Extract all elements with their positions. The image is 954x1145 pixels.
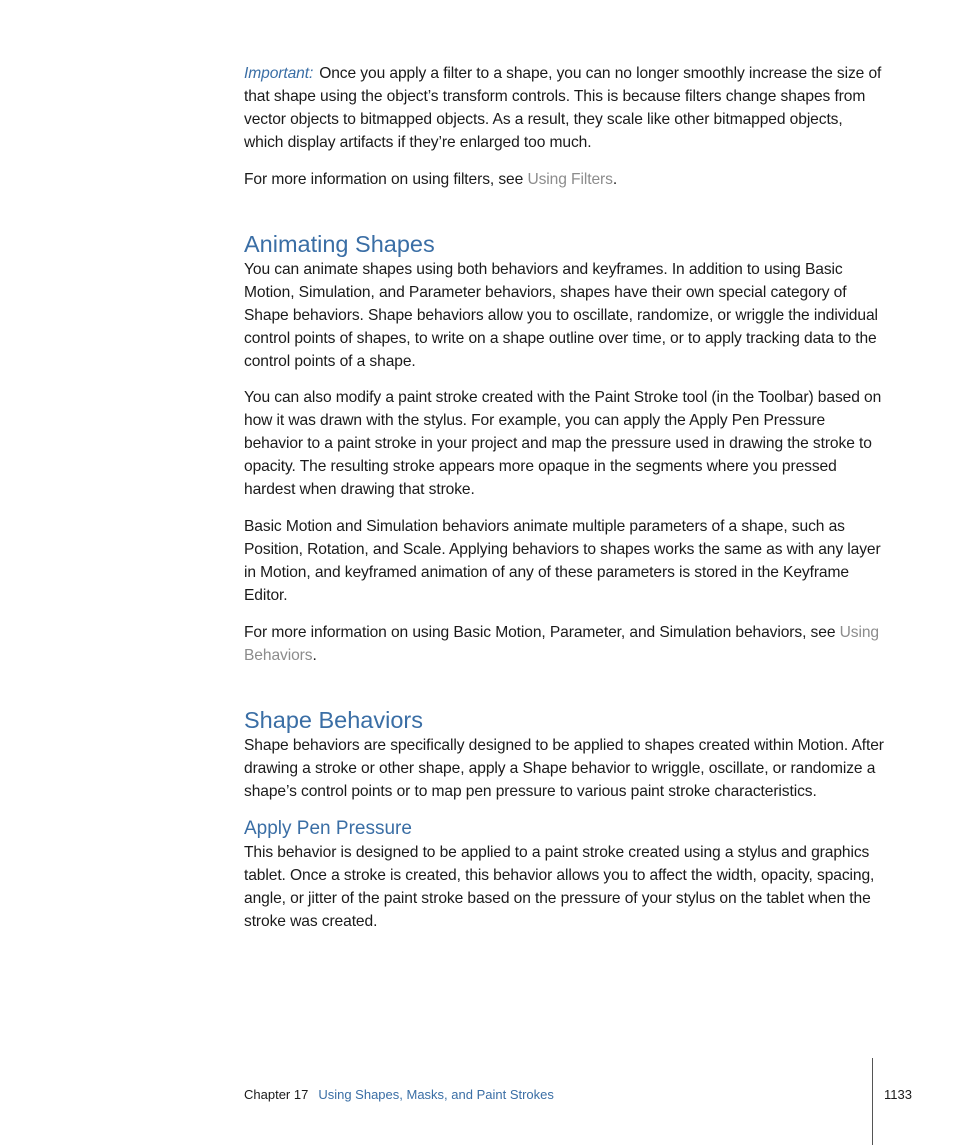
animating-shapes-heading: Animating Shapes	[244, 231, 435, 257]
shape-behaviors-heading: Shape Behaviors	[244, 707, 423, 733]
apply-pen-pressure-heading: Apply Pen Pressure	[244, 818, 412, 839]
behaviors-reference	[244, 621, 884, 667]
apply-pen-pressure-para-1: This behavior is designed to be applied to a paint stroke created using a stylus and graphics tablet. Once a stroke is created, this behavior allows you to affect the width, opacity, spacing, angle, or jitter of the paint stroke based on the pressure of your stylus on the tablet when the stroke was created.	[244, 844, 875, 930]
filters-ref-suffix: .	[612, 171, 618, 188]
important-label: Important:	[244, 65, 314, 82]
footer-divider	[872, 1058, 873, 1145]
behaviors-ref-suffix: .	[312, 647, 317, 664]
animating-shapes-para-1: You can animate shapes using both behaviors and keyframes. In addition to using Basic Motion, Simulation, and Parameter behaviors, shapes have their own special category of Shape behaviors. Shape behaviors allow you to oscillate, randomize, or wriggle the individual control points of shapes, to write on a shape outline over time, or to apply tracking data to the control points of a shape.	[244, 261, 878, 370]
animating-shapes-para-2: You can also modify a paint stroke created with the Paint Stroke tool (in the Toolbar) based on how it was drawn with the stylus. For example, you can apply the Apply Pen Pressure behavior to a paint stroke in your project and map the pressure used in drawing the stroke to opacity. The resulting stroke appears more opaque in the segments where you pressed hardest when drawing that stroke.	[244, 389, 882, 498]
filters-reference	[244, 168, 884, 191]
important-note	[244, 62, 884, 154]
filters-ref-prefix: For more information on using filters, see	[244, 171, 528, 188]
footer-chapter: Chapter 17	[244, 1087, 309, 1102]
page-footer	[244, 1086, 554, 1104]
behaviors-ref-prefix: For more information on using Basic Motion, Parameter, and Simulation behaviors, see	[244, 624, 840, 641]
page-number: 1133	[884, 1087, 912, 1102]
important-text: Once you apply a filter to a shape, you can no longer smoothly increase the size of that shape using the object’s transform controls. This is because filters change shapes from vector objects to bitmapped objects. As a result, they scale like other bitmapped objects, which display artifacts if they’re enlarged too much.	[244, 65, 882, 151]
page-content	[244, 62, 884, 933]
animating-shapes-para-3: Basic Motion and Simulation behaviors animate multiple parameters of a shape, such as Position, Rotation, and Scale. Applying behaviors to shapes works the same as with any layer in Motion, and keyframed animation of any of these parameters is stored in the Keyframe Editor.	[244, 518, 881, 604]
using-behaviors-link[interactable]: Using Behaviors	[244, 624, 879, 664]
using-filters-link[interactable]: Using Filters	[527, 171, 613, 188]
footer-chapter-title[interactable]: Using Shapes, Masks, and Paint Strokes	[318, 1087, 554, 1102]
shape-behaviors-para-1: Shape behaviors are specifically designed to be applied to shapes created within Motion. After drawing a stroke or other shape, apply a Shape behavior to wriggle, oscillate, or randomize a shape’s control points or to map pen pressure to various paint stroke characteristics.	[244, 737, 884, 800]
